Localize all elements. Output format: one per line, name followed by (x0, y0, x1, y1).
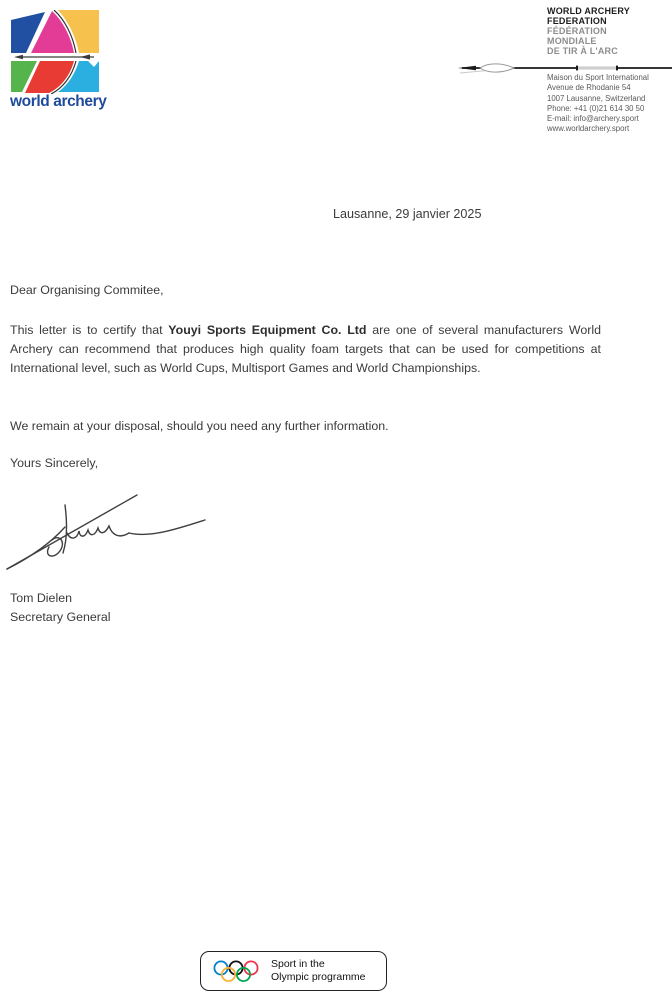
signer-name: Tom Dielen (10, 591, 72, 605)
signature-block (10, 589, 111, 627)
certify-prefix-text: This letter is to certify that (10, 323, 169, 337)
world-archery-logo-icon (10, 10, 100, 94)
address-block (547, 73, 649, 135)
date-line: Lausanne, 29 janvier 2025 (333, 207, 482, 221)
signer-title: Secretary General (10, 610, 111, 624)
federation-name-en-line2: FEDERATION (547, 16, 607, 26)
world-archery-wordmark: world archery (10, 93, 107, 110)
federation-name-fr-line3: DE TIR À L'ARC (547, 46, 618, 56)
address-line: Avenue de Rhodanie 54 (547, 83, 631, 93)
availability-paragraph: We remain at your disposal, should you need any further information. (10, 419, 389, 433)
federation-name-fr-line1: FÉDÉRATION (547, 26, 607, 36)
federation-title-block (547, 6, 630, 56)
certification-paragraph (10, 321, 601, 378)
closing-line: Yours Sincerely, (10, 456, 99, 470)
address-line: 1007 Lausanne, Switzerland (547, 93, 646, 103)
certify-suffix-text: are one of several manufacturers World Archery can recommend that produces high quality foam targets that can be used for competitions at International level, such as World Cups, Multisport Games and World Championships. (10, 323, 601, 375)
address-phone: Phone: +41 (0)21 614 30 50 (547, 103, 645, 113)
olympic-badge-text (271, 958, 366, 984)
signature-image (5, 485, 220, 580)
address-line: Maison du Sport International (547, 73, 649, 82)
olympic-programme-badge (200, 951, 387, 991)
greeting-line: Dear Organising Commitee, (10, 283, 164, 297)
address-email: E-mail: info@archery.sport (547, 114, 639, 124)
company-name-text: Youyi Sports Equipment Co. Ltd (168, 323, 367, 337)
olympic-badge-line2: Olympic programme (271, 971, 366, 983)
federation-name-fr-line2: MONDIALE (547, 36, 597, 46)
address-website: www.worldarchery.sport (547, 124, 630, 134)
olympic-rings-icon (212, 959, 262, 984)
olympic-badge-line1: Sport in the (271, 958, 325, 970)
federation-name-en-line1: WORLD ARCHERY (547, 6, 630, 16)
